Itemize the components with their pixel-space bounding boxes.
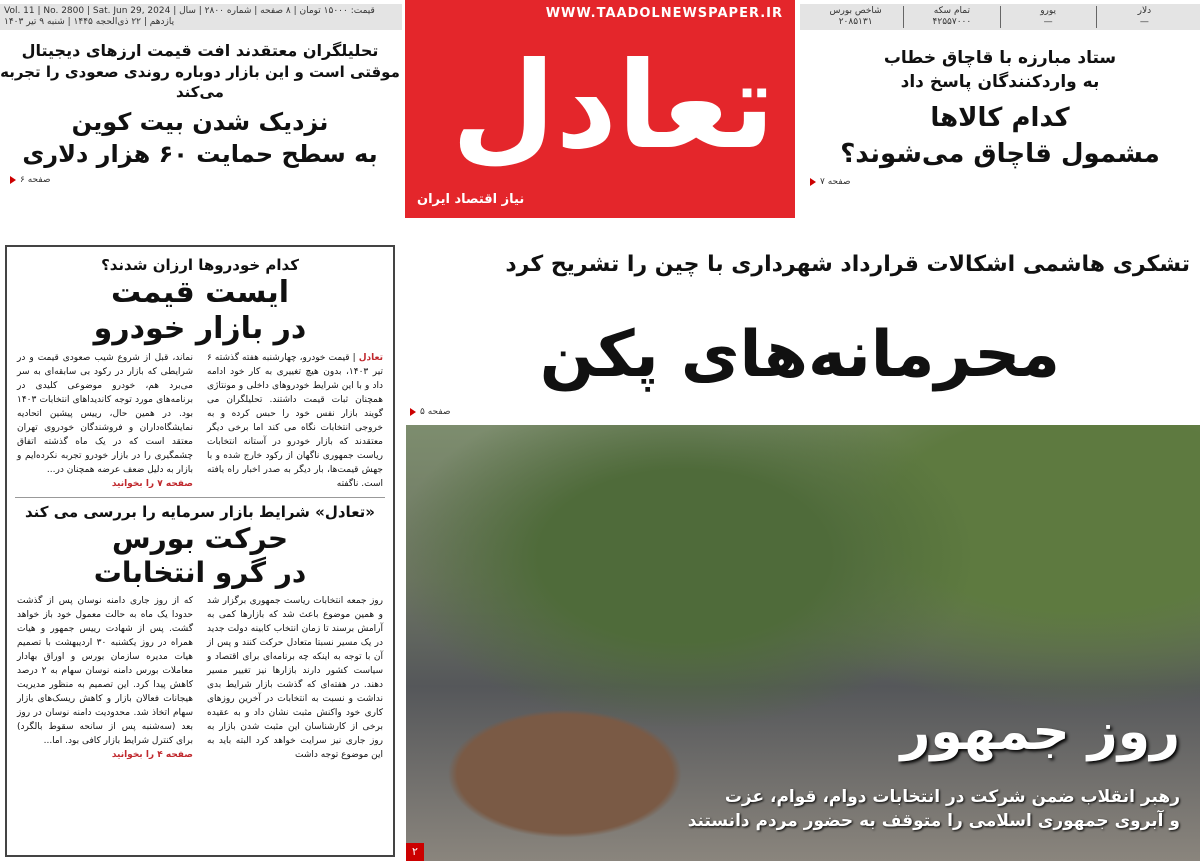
- market-indices: [800, 4, 1200, 30]
- main-headline: محرمانه‌های پکن: [539, 318, 1060, 392]
- headline: در بازار خودرو: [93, 311, 307, 346]
- index-dollar: [1096, 6, 1192, 28]
- lead-photo: [406, 425, 1200, 861]
- index-coin: [903, 6, 999, 28]
- read-more-link[interactable]: صفحه ۷ را بخوانید: [111, 479, 193, 489]
- page-ref[interactable]: صفحه ۵: [410, 406, 451, 418]
- photo-title: روز جمهور: [900, 702, 1180, 762]
- kicker: تحلیلگران معتقدند افت قیمت ارزهای دیجیتال: [21, 41, 379, 60]
- logo-text: تعادل: [451, 37, 775, 176]
- kicker: به واردکنندگان پاسخ داد: [900, 72, 1100, 92]
- source: تعادل: [358, 353, 383, 363]
- read-more-link[interactable]: صفحه ۴ را بخوانید: [111, 750, 193, 760]
- index-label: یورو: [1040, 6, 1057, 16]
- index-value: ۴۲۵۵۷۰۰۰: [932, 17, 972, 27]
- kicker: موقتی است و این بازار دوباره روندی صعودی را تجربه می‌کند: [0, 63, 400, 101]
- kicker: «تعادل» شرایط بازار سرمایه را بررسی می کند: [25, 503, 375, 521]
- index-value: —: [1043, 17, 1053, 27]
- index-value: —: [1139, 17, 1149, 27]
- caption-line: رهبر انقلاب ضمن شرکت در انتخابات دوام، قوام، عزت: [724, 787, 1180, 807]
- body-text: روز جمعه انتخابات ریاست جمهوری برگزار شد و همین موضوع باعث شد که بازارها کمی به آرامش برسند تا زمان انتخاب کابینه دولت جدید در یک مسیر نسبتا متعادل حرکت کنند و پس از آن با توجه به اینکه چه برنامه‌ای برای اقتصاد و سیاست کشور دارند بازارها نیز تغییر مسیر دهند. در هفته‌ای که گذشت بازار شرایط بدی نداشت و نسبت به انتخابات در آخرین روزهای کاری خود واکنش مثبت نشان داد و به عقیده برخی از کارشناسان این مثبت شدن بازار به روز جاری نیز سرایت خواهد کرد البته باید به این موضوع توجه داشت: [207, 596, 383, 760]
- story-body: تعادل | قیمت خودرو، چهارشنبه هفته گذشته ۶ تیر ۱۴۰۳، بدون هیچ تغییری به کار خود ادامه داد و با این شرایط خودروهای داخلی و مونتاژی همچنان ثبات قیمت داشتند. تحلیلگران می گویند بازار نفس خود را حبس کرده و به خروجی انتخابات نگاه می کند اما برخی دیگر معتقدند که بازار خودرو در آستانه انتخابات ریاست جمهوری ناگهان از رکود خارج شده و با جهش قیمت‌ها، بار دیگر به صدر اخبار راه یافته است. ناگفته نماند، قبل از شروع شیب صعودی قیمت و در شرایطی که بازار در رکود بی سابقه‌ای به سر می‌برد هم، خودرو موضوعی کلیدی در برنامه‌های مورد توجه کاندیداهای انتخابات ۱۴۰۳ بود. در همین حال، رییس پیشین اتحادیه نمایشگاه‌داران و فروشندگان خودروی تهران معتقد است که در یک ماه گذشته اتفاق چشمگیری را در بازار خودرو تجربه نکرده‌ایم و بازار به دلیل ضعف عرضه همچنان در... صفحه ۷ را بخوانید: [17, 353, 383, 489]
- masthead-logo: [405, 0, 795, 218]
- photo-caption: [688, 785, 1180, 833]
- index-bourse: [808, 6, 903, 28]
- body-text: قیمت خودرو، چهارشنبه هفته گذشته ۶ تیر ۱۴۰۳، بدون هیچ تغییری به کار خود ادامه داد و با این شرایط خودروهای داخلی و مونتاژی همچنان ثبات قیمت داشتند. تحلیلگران می گویند بازار نفس خود را حبس کرده و به خروجی انتخابات نگاه می کند اما برخی دیگر معتقدند که بازار خودرو در آستانه انتخابات ریاست جمهوری ناگهان از رکود خارج شده و با جهش قیمت‌ها، بار دیگر به صدر اخبار راه یافته است. ناگفته: [207, 353, 383, 489]
- tagline: نیاز اقتصاد ایران: [417, 192, 525, 207]
- headline: به سطح حمایت ۶۰ هزار دلاری: [22, 140, 378, 168]
- left-column: [5, 245, 395, 857]
- index-label: دلار: [1137, 6, 1152, 16]
- photo-page: ۲: [406, 843, 424, 861]
- dateline: Vol. 11 | No. 2800 | Sat. Jun 29, 2024 | قیمت: ۱۵۰۰۰ تومان | ۸ صفحه | شماره ۲۸۰۰ | سال یازدهم | ۲۲ ذی‌الحجه ۱۴۴۵ | شنبه ۹ تیر ۱۴۰۳: [0, 4, 402, 30]
- headline: کدام کالاها: [930, 103, 1070, 133]
- caption-line: و آبروی جمهوری اسلامی را متوقف به حضور مردم دانستند: [687, 811, 1180, 831]
- top-left-story: [0, 40, 400, 186]
- story-body: [7, 594, 393, 762]
- kicker: ستاد مبارزه با قاچاق خطاب: [883, 48, 1117, 68]
- index-euro: [1000, 6, 1096, 28]
- index-value: ۲۰۸۵۱۳۱: [838, 17, 873, 27]
- main-kicker: تشکری هاشمی اشکالات قرارداد شهرداری با چین را تشریح کرد: [505, 252, 1190, 277]
- kicker: کدام خودروها ارزان شدند؟: [101, 256, 299, 274]
- headline: مشمول قاچاق می‌شوند؟: [840, 139, 1160, 169]
- website: WWW.TAADOLNEWSPAPER.IR: [545, 6, 783, 21]
- headline: در گرو انتخابات: [93, 556, 307, 589]
- body-text: نماند، قبل از شروع شیب صعودی قیمت و در شرایطی که بازار در رکود بی سابقه‌ای به سر می‌برد هم، خودرو موضوعی کلیدی در برنامه‌های مورد توجه کاندیداهای انتخابات ۱۴۰۳ بود. در همین حال، رییس پیشین اتحادیه نمایشگاه‌داران و فروشندگان خودروی تهران معتقد است که در یک ماه گذشته اتفاق چشمگیری را در بازار خودرو تجربه نکرده‌ایم و بازار به دلیل ضعف عرضه همچنان در...: [17, 353, 193, 475]
- headline: حرکت بورس: [111, 522, 289, 555]
- page-ref[interactable]: صفحه ۷: [810, 176, 851, 188]
- body-text: که از روز جاری دامنه نوسان پس از گذشت حدودا یک ماه به حالت معمول خود باز خواهد گشت. پس از شهادت رییس جمهور و هیات همراه در روز یکشنبه ۳۰ اردیبهشت با تصمیم هیات مدیره سازمان بورس و اوراق بهادار معاملات بورس دامنه نوسان سهام به ۲ درصد کاهش پیدا کرد. این تصمیم به منظور مدیریت هیجانات فعالان بازار و کاهش ریسک‌های بازار سهام اتخاذ شد. محدودیت دامنه نوسان در روز بعد (سه‌شنبه پس از سانحه سقوط بالگرد) برای کنترل شرایط بازار کافی بود. اما...: [17, 596, 193, 746]
- headline: نزدیک شدن بیت کوین: [71, 108, 329, 136]
- page-ref[interactable]: صفحه ۶: [10, 174, 51, 186]
- headline: ایست قیمت: [110, 275, 290, 310]
- index-label: تمام سکه: [933, 6, 970, 16]
- index-label: شاخص بورس: [829, 6, 882, 16]
- top-right-story: [800, 46, 1200, 188]
